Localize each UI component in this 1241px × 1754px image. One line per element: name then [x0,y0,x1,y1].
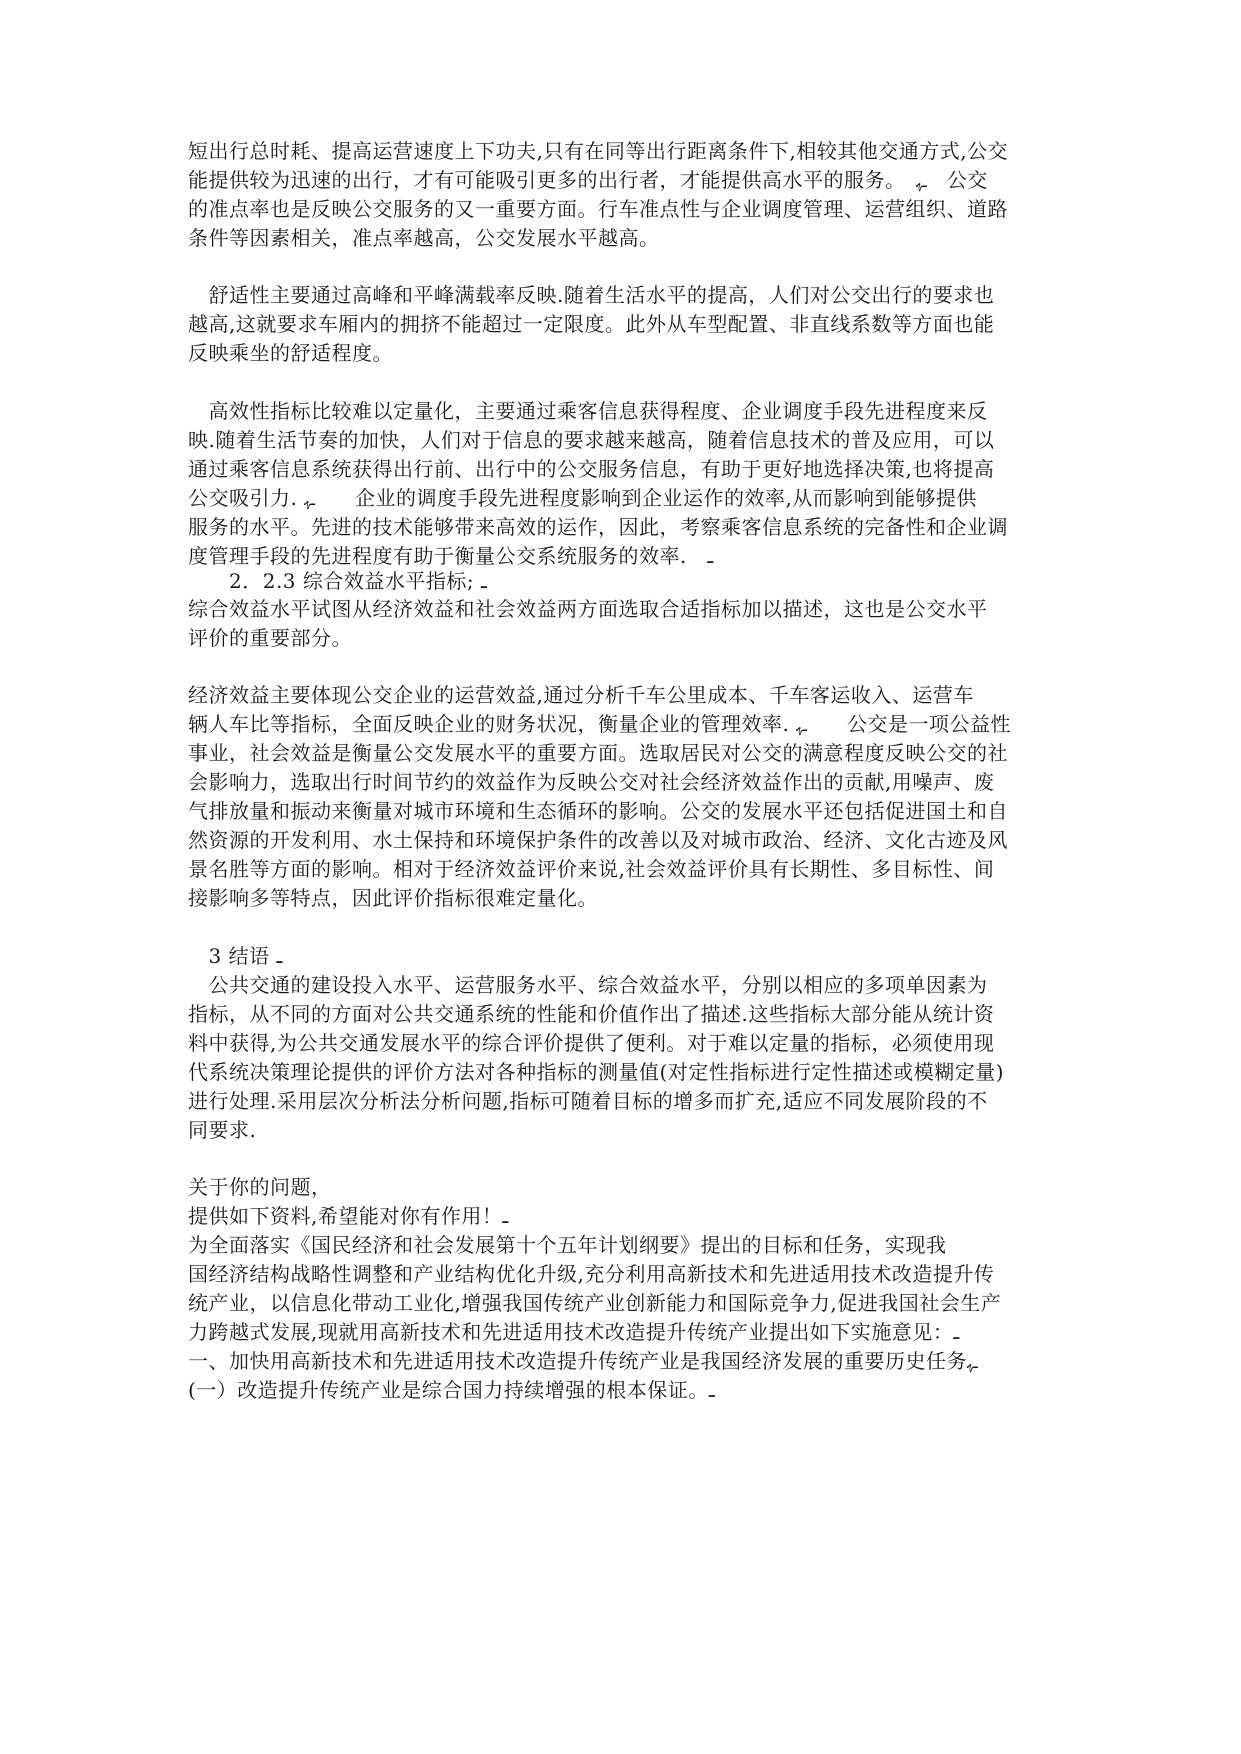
text-line: 舒适性主要通过高峰和平峰满载率反映.随着生活水平的提高，人们对公交出行的要求也 [188,283,995,307]
text-line: 会影响力，选取出行时间节约的效益作为反映公交对社会经济效益作出的贡献,用噪声、废 [188,770,995,794]
text-line: 辆人车比等指标，全面反映企业的财务状况，衡量企业的管理效率. ـﮩ 公交是一项公益性 [188,712,1012,736]
text-line: 短出行总时耗、提高运营速度上下功夫,只有在同等出行距离条件下,相较其他交通方式,公交 [188,139,1009,163]
text-line: 国经济结构战略性调整和产业结构优化升级,充分利用高新技术和先进适用技术改造提升传 [188,1262,995,1286]
text-line: 关于你的问题， [188,1175,332,1199]
text-line: 为全面落实《国民经济和社会发展第十个五年计划纲要》提出的目标和任务，实现我 [188,1233,947,1257]
text-line: 能提供较为迅速的出行，才有可能吸引更多的出行者，才能提供高水平的服务。 ـﮩ 公交 [188,168,988,192]
text-line: 公交吸引力. ـﮩ 企业的调度手段先进程度影响到企业运作的效率,从而影响到能够提供 [188,486,977,510]
text-line: 高效性指标比较难以定量化，主要通过乘客信息获得程度、企业调度手段先进程度来反 [188,399,988,423]
text-line: 统产业，以信息化带动工业化,增强我国传统产业创新能力和国际竞争力,促进我国社会生产 [188,1291,1002,1315]
text-line: 条件等因素相关，准点率越高，公交发展水平越高。 [188,226,660,250]
text-line: 代系统决策理论提供的评价方法对各种指标的测量值(对定性指标进行定性描述或模糊定量) [188,1060,1005,1084]
text-line: 越高,这就要求车厢内的拥挤不能超过一定限度。此外从车型配置、非直线系数等方面也能 [188,312,995,336]
text-line: 3 结语 ـ [188,944,283,968]
text-line: 事业，社会效益是衡量公交发展水平的重要方面。选取居民对公交的满意程度反映公交的社 [188,741,1008,765]
text-line: 反映乘坐的舒适程度。 [188,341,393,365]
text-line: (一）改造提升传统产业是综合国力持续增强的根本保证。ـ [188,1378,715,1402]
text-line: 2．2.3 综合效益水平指标; ـ [188,569,487,593]
text-line: 料中获得,为公共交通发展水平的综合评价提供了便利。对于难以定量的指标，必须使用现 [188,1031,995,1055]
text-line: 接影响多等特点，因此评价指标很难定量化。 [188,886,598,910]
text-line: 综合效益水平试图从经济效益和社会效益两方面选取合适指标加以描述，这也是公交水平 [188,597,988,621]
text-line: 指标，从不同的方面对公共交通系统的性能和价值作出了描述.这些指标大部分能从统计资 [188,1002,995,1026]
text-line: 力跨越式发展,现就用高新技术和先进适用技术改造提升传统产业提出如下实施意见：ـ [188,1320,960,1344]
text-line: 公共交通的建设投入水平、运营服务水平、综合效益水平，分别以相应的多项单因素为 [188,973,988,997]
text-line: 一、加快用高新技术和先进适用技术改造提升传统产业是我国经济发展的重要历史任务ـﮩ [188,1349,978,1373]
text-line: 然资源的开发利用、水土保持和环境保护条件的改善以及对城市政治、经济、文化古迹及风 [188,828,1008,852]
text-line: 映.随着生活节奏的加快，人们对于信息的要求越来越高，随着信息技术的普及应用，可以 [188,428,995,452]
text-line: 评价的重要部分。 [188,626,352,650]
text-line: 经济效益主要体现公交企业的运营效益,通过分析千车公里成本、千车客运收入、运营车 [188,683,974,707]
text-line: 的准点率也是反映公交服务的又一重要方面。行车准点性与企业调度管理、运营组织、道路 [188,197,1008,221]
text-line: 通过乘客信息系统获得出行前、出行中的公交服务信息，有助于更好地选择决策,也将提高 [188,457,995,481]
text-line: 同要求. [188,1118,257,1142]
text-line: 景名胜等方面的影响。相对于经济效益评价来说,社会效益评价具有长期性、多目标性、间 [188,857,995,881]
text-line: 提供如下资料,希望能对你有作用！ـ [188,1204,509,1228]
text-line: 气排放量和振动来衡量对城市环境和生态循环的影响。公交的发展水平还包括促进国土和自 [188,799,1008,823]
text-line: 服务的水平。先进的技术能够带来高效的运作，因此，考察乘客信息系统的完备性和企业调 [188,515,1008,539]
text-line: 度管理手段的先进程度有助于衡量公交系统服务的效率. ـ [188,544,714,568]
text-line: 进行处理.采用层次分析法分析问题,指标可随着目标的增多而扩充,适应不同发展阶段的不 [188,1089,988,1113]
